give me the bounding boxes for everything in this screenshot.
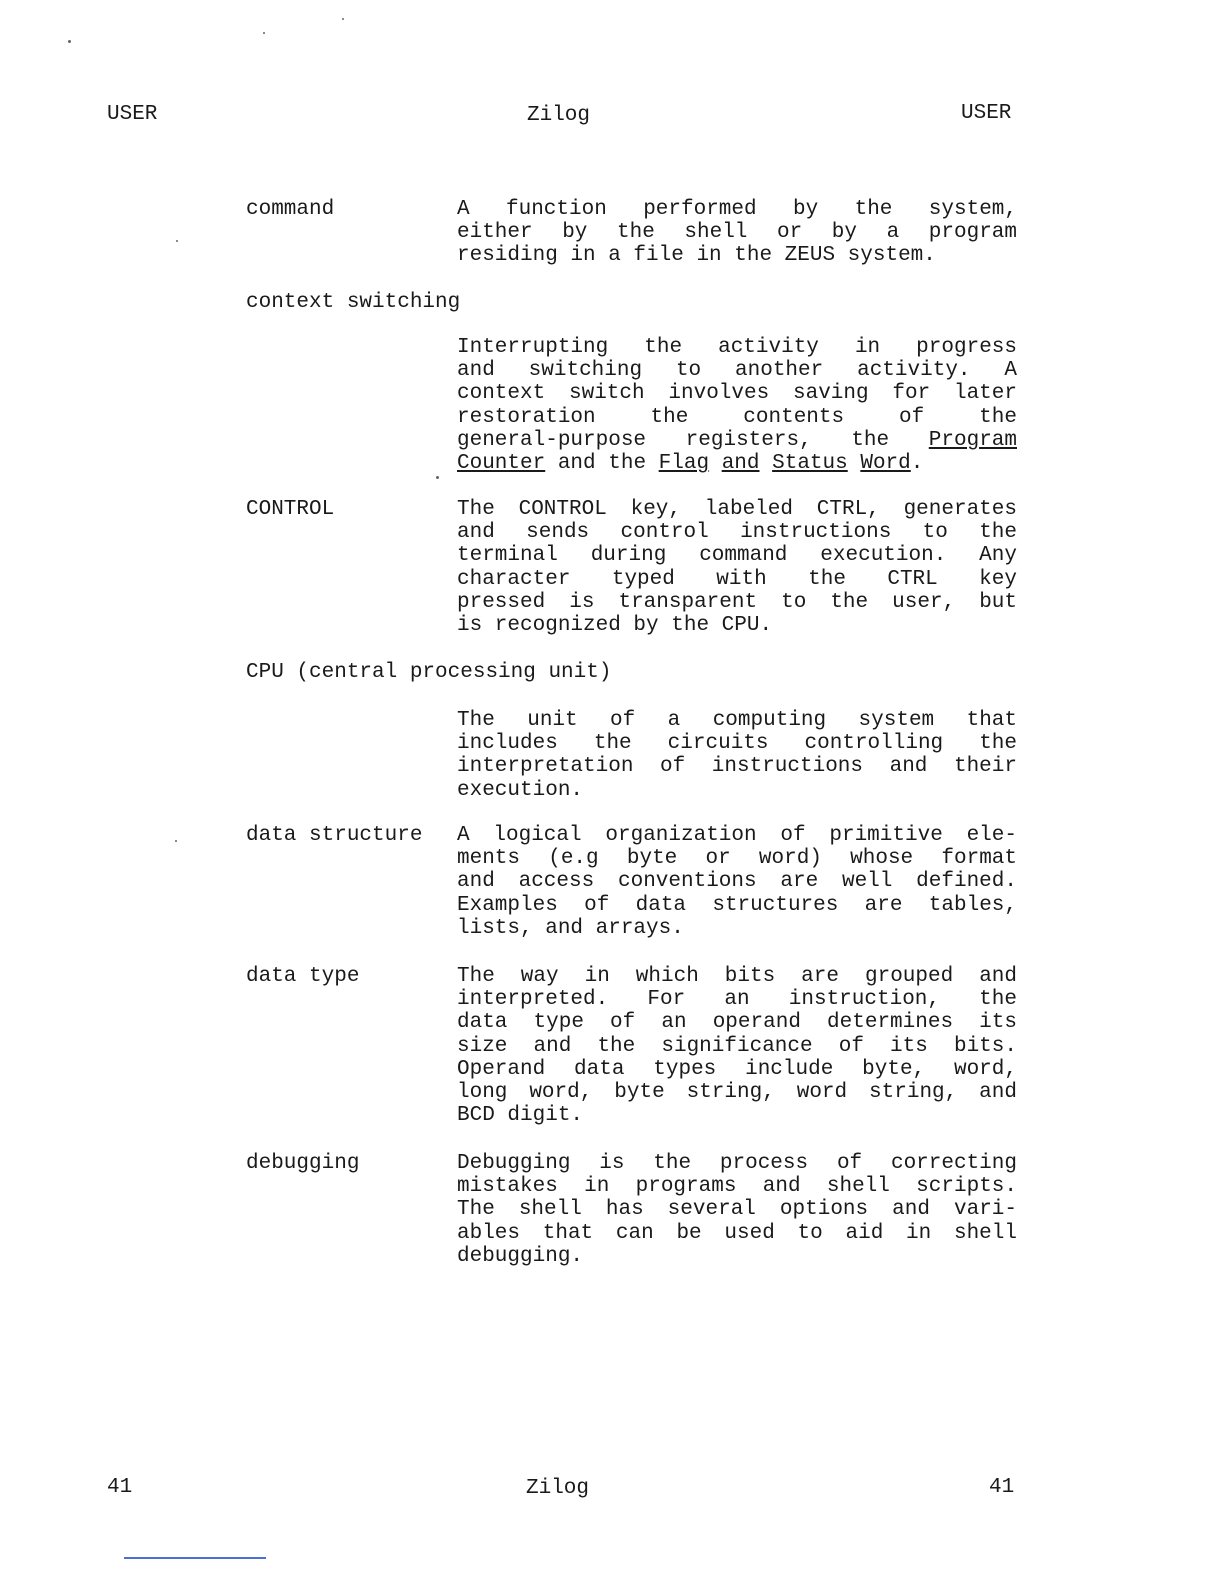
definition-line: The shell has several options and vari- — [457, 1198, 1017, 1222]
scan-speck — [68, 40, 71, 43]
definition-line — [457, 452, 1017, 475]
scan-speck — [342, 18, 344, 20]
definition-line: lists, and arrays. — [457, 916, 684, 940]
definition-context-switching — [457, 336, 1017, 475]
definition-line: The way in which bits are grouped and — [457, 965, 1017, 988]
page-number-right: 41 — [989, 1476, 1015, 1499]
definition-line: character typed with the CTRL key — [457, 567, 1017, 591]
definition-line: interpreted. For an instruction, the — [457, 988, 1017, 1012]
definition-line: The CONTROL key, labeled CTRL, generates — [457, 498, 1017, 521]
definition-text: and the — [557, 451, 647, 475]
definition-line: pressed is transparent to the user, but — [457, 590, 1017, 614]
definition-line: ables that can be used to aid in shell — [457, 1221, 1017, 1245]
scan-speck — [176, 240, 178, 242]
definition-line: residing in a file in the ZEUS system. — [457, 244, 936, 268]
definition-cpu — [457, 709, 1017, 802]
term-link-status: Status — [772, 451, 848, 475]
header-center: Zilog — [527, 104, 591, 127]
definition-line: debugging. — [457, 1244, 584, 1268]
term-link-flag: Flag — [658, 451, 710, 475]
definition-line: Interrupting the activity in progress — [457, 336, 1017, 359]
header-left: USER — [107, 103, 158, 126]
term-link-and: and — [721, 451, 760, 475]
definition-line: and access conventions are well defined. — [457, 870, 1017, 894]
term-link-word: Word — [860, 451, 911, 475]
definition-line: context switch involves saving for later — [457, 382, 1017, 406]
definition-line: The unit of a computing system that — [457, 709, 1017, 732]
definition-line: includes the circuits controlling the — [457, 732, 1017, 756]
term-context-switching: context switching — [246, 291, 461, 314]
definition-line: size and the significance of its bits. — [457, 1034, 1017, 1058]
term-command: command — [246, 198, 335, 221]
definition-line: restoration the contents of the — [457, 405, 1017, 429]
definition-text: general-purpose registers, the — [457, 428, 890, 452]
term-control: CONTROL — [246, 498, 335, 521]
header-right: USER — [961, 102, 1012, 125]
term-link-counter: Counter — [457, 451, 546, 475]
term-link-program: Program — [928, 428, 1017, 452]
footer-center: Zilog — [526, 1477, 590, 1500]
definition-debugging — [457, 1152, 1017, 1268]
definition-line: terminal during command execution. Any — [457, 544, 1017, 568]
scan-edge-line — [124, 1557, 266, 1559]
term-data-structure: data structure — [246, 824, 423, 847]
scan-speck — [263, 32, 265, 34]
definition-line: Operand data types include byte, word, — [457, 1057, 1017, 1081]
scan-speck — [436, 476, 439, 479]
definition-data-type — [457, 965, 1017, 1127]
definition-line: ments (e.g byte or word) whose format — [457, 847, 1017, 871]
definition-line: mistakes in programs and shell scripts. — [457, 1175, 1017, 1199]
definition-command — [457, 198, 1017, 268]
definition-line: and sends control instructions to the — [457, 521, 1017, 545]
definition-line: either by the shell or by a program — [457, 221, 1017, 245]
term-data-type: data type — [246, 965, 360, 988]
definition-line — [457, 429, 1017, 452]
definition-line: A logical organization of primitive ele- — [457, 824, 1017, 847]
term-debugging: debugging — [246, 1152, 360, 1175]
definition-line: BCD digit. — [457, 1104, 584, 1128]
definition-control — [457, 498, 1017, 637]
definition-line: data type of an operand determines its — [457, 1011, 1017, 1035]
definition-line: and switching to another activity. A — [457, 359, 1017, 383]
term-cpu: CPU (central processing unit) — [246, 661, 612, 684]
definition-period: . — [910, 451, 924, 475]
definition-line: long word, byte string, word string, and — [457, 1080, 1017, 1104]
definition-line: execution. — [457, 778, 584, 802]
definition-line: interpretation of instructions and their — [457, 755, 1017, 779]
scan-speck — [175, 840, 177, 842]
definition-line: Examples of data structures are tables, — [457, 893, 1017, 917]
definition-line: Debugging is the process of correcting — [457, 1152, 1017, 1175]
definition-line: is recognized by the CPU. — [457, 613, 773, 637]
page-number-left: 41 — [107, 1476, 133, 1499]
definition-data-structure — [457, 824, 1017, 940]
definition-line: A function performed by the system, — [457, 198, 1017, 221]
